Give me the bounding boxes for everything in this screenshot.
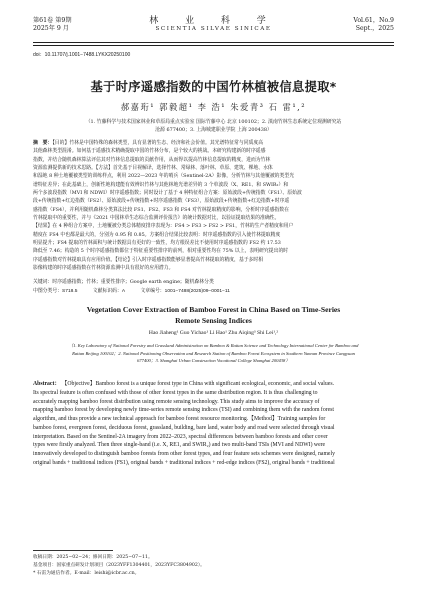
keywords-cn: 关键词：时序遥感指数；竹林；重要性排序；Google earth engine；随机森林分类 xyxy=(33,279,214,285)
authors-en: Hao Jiaheng¹ Guo Yichao¹ Li Hao¹ Zhu Aiqing³ Shi Lei¹,² xyxy=(148,330,279,336)
header-center xyxy=(33,17,394,33)
abstract-line: 影像构建的时序遥感指数在竹林资源监测中具有很好的应用潜力。 xyxy=(33,265,174,272)
abstract-en-line: interpretation. Based on the Sentinel-2A imagery from 2022–2023, spectral differences between bamboo forests and other cover xyxy=(33,433,328,440)
date-en: Sept.，2025 xyxy=(355,25,394,32)
footnote-funding: 基金项目：国家重点研发计划项目（2023YFF1304401，2023YFC3804902）。 xyxy=(33,563,205,568)
footnote-rule xyxy=(33,550,113,551)
title-en-line: Vegetation Cover Extraction of Bamboo Forest in China Based on Time-Series xyxy=(86,305,341,314)
abstract-line: 降低至 7.46；构造的 5 个时序遥感指数都位于特征重要性排序的前列，相对重要性均在 75% 以上，表明研究提出的时 xyxy=(33,248,289,255)
volume-issue-cn: 第61卷 第9期 xyxy=(33,17,72,24)
footnote-correspondence: * 石雷为通信作者。E-mail：leishi@icbr.ac.cn。 xyxy=(33,571,140,576)
affiliation-en-line: （1. Key Laboratory of National Forestry and Grassland Administration on Bamboo & Rattan Science and Technology International Center for Bamboo and xyxy=(68,343,359,348)
abstract-line: 感指数（FS4），并利用随机森林分类算法比较 FS1、FS2、FS3 和 FS4 对竹林提取精度的影响，分析时序遥感指数在 xyxy=(33,206,289,213)
abstract-label-en: Abstract： xyxy=(33,381,61,387)
header-right xyxy=(353,17,394,33)
article-number: 文章编号：1001−7488(2025)09−0001−11 xyxy=(140,289,230,294)
classification-cn xyxy=(33,288,394,296)
abstract-line: 谱特征差异；在此基础上，创新性地构建能有效辨识竹林与其他林地光谱差异的 3 个单波段（X、RE1、和 SWIR₂）和 xyxy=(33,181,289,188)
title-cn: 基于时序遥感指数的中国竹林植被信息提取* xyxy=(90,80,337,94)
abstract-line: 两个多波段指数（MVI 和 NDWI）时序遥感指数；同时设计了基于 4 种特征组合方案：原始波段+传统指数（FS1）、原始波 xyxy=(33,190,302,197)
affiliations-cn xyxy=(40,119,387,134)
journal-name-en: SCIENTIA SILVAE SINICAE xyxy=(155,26,272,32)
volume-issue-en: Vol.61，No.9 xyxy=(353,17,394,24)
abstract-en-line: accurately mapping bamboo forest distribution using remote sensing technology. This study aims to improve the accuracy of xyxy=(33,398,320,405)
abstract-en-line: types were firstly analyzed. Then three single-band (i.e. X, RE1, and SWIR₂) and two multi-band TSIs (MVI and NDWI) were xyxy=(33,442,326,449)
header-rule xyxy=(33,42,394,46)
abstract-line: 序遥感指数对竹林提取具有应用价值。【结论】引入时序遥感指数能够显著提高竹林提取的精度，基于多时相 xyxy=(33,256,264,263)
abstract-line: 其他森林类型混淆。如何基于遥感技术精确提取中国的竹林分布，是个较大的挑战。本研究构建新的时序遥感 xyxy=(33,148,266,155)
footnotes xyxy=(33,554,394,578)
abstract-cn xyxy=(33,139,394,273)
abstract-en xyxy=(33,380,394,468)
abstract-line: 竹林提取中的重要性，并与《2021 中国林草生态综合监测评价报告》的统计数据对比，以验证提取结果的准确性。 xyxy=(33,215,280,222)
footnote-received: 收稿日期：2025−02−24；修回日期：2025−07−11。 xyxy=(33,555,153,560)
abstract-en-line: innovatively developed to distinguish bamboo forests from other forest types, and four feature sets schemes were designed, namely xyxy=(33,451,335,457)
title-en-line: Remote Sensing Indices xyxy=(175,316,252,325)
clc-number: 中图分类号：S718.5 xyxy=(33,289,78,294)
abstract-line: 【结果】在 4 种组合方案中，土地覆被分类总体精度排序表现为：FS4 > FS3 > FS2 > FS1，竹林的生产者精度和用户 xyxy=(33,223,294,230)
date-cn: 2025年 9 月 xyxy=(33,25,69,32)
abstract-line: 明显提升；FS4 提取的竹林面积与统计数据具有更好的一致性，均方根误差比不使用时序遥感指数的 FS2 约 17.53 xyxy=(33,240,281,247)
abstract-line: 和湿地 8 种土地覆被类型的训练样点，利用 2022—2023 年的哨兵（Sentinel-2A）影像，分析竹林与其他覆被的类型光 xyxy=(33,173,295,180)
doi[interactable]: doi：10.11707/j.1001−7488.LYKX20250100 xyxy=(33,52,131,58)
abstract-en-line: algorithm, and thus provide a new technical approach for bamboo forest resource monitoring.【Method】Training samples for xyxy=(33,416,326,422)
affiliation-line: 沧源 677400；3. 上海城建职业学院 上海 200438） xyxy=(155,126,272,133)
running-header xyxy=(33,17,394,41)
document-code: 文献标识码：A xyxy=(92,289,126,294)
title-en xyxy=(0,304,427,326)
authors-cn: 郝嘉珩¹ 郭毅超¹ 李 浩¹ 朱爱青³ 石 雷¹,² xyxy=(120,102,307,112)
journal-name-cn: 林 业 科 学 xyxy=(149,16,278,26)
abstract-en-line: Abstract： 【Objective】Bamboo forest is a unique forest type in China with significant ecological, economic, and social values. xyxy=(33,381,335,387)
abstract-en-line: Its spectral feature is often confused with those of other forest types in the same distribution region. It is thus challenging to xyxy=(33,389,318,396)
abstract-line: 段+传统指数+红边指数（FS2）、原始波段+传统指数+时序遥感指数（FS3），原始波段+传统指数+红边指数+时序遥 xyxy=(33,198,290,205)
abstract-label-cn: 摘 要： xyxy=(33,140,53,146)
abstract-line: 摘 要：【目的】竹林是中国特殊的森林类型，具有显著的生态、经济和社会价值。其光谱特征常与同质度高 xyxy=(33,140,264,146)
affiliations-en xyxy=(36,342,391,365)
abstract-en-line: mapping bamboo forest by developing newly time-series remote sensing indices (TSI) and combining them with the random forest xyxy=(33,407,335,414)
abstract-line: 指数，并结合随机森林算法评估其对竹林信息提取的贡献作用，从而得以提高竹林信息提取的精度，进而为竹林 xyxy=(33,156,271,163)
abstract-line: 精度在 FS4 中也都是最大的，分别为 0.95 和 0.85。方案组合结果比较表明：时序遥感指数的引入使竹林提取精度 xyxy=(33,231,281,238)
affiliation-en-line: Rattan Beijing 100102；2. National Positioning Observation and Research Station of Bamboo Forest Ecosystem in Southern Yunnan Province Cangyuan xyxy=(72,350,355,356)
abstract-en-line: original bands + traditional indices (FS1), original bands + traditional indices + red-edge indices (FS2), original bands + traditional xyxy=(33,459,335,466)
abstract-line: 资源监测提供新的技术思路。【方法】首先基于目视解译，选择竹林、常绿林、落叶林、草原、建筑、裸地、水体 xyxy=(33,165,273,172)
affiliation-line: （1. 竹藤科学与技术国家林业和草原局重点实验室 国际竹藤中心 北京 100102；2. 滇南竹林生态系统定位观测研究站 xyxy=(85,119,342,125)
abstract-en-line: bamboo forest, evergreen forest, deciduous forest, grassland, building, bare land, water body and road were selected through visual xyxy=(33,424,335,431)
affiliation-en-line: 677400；3. Shanghai Urban Construction Vocational College Shanghai 200438） xyxy=(137,358,290,364)
